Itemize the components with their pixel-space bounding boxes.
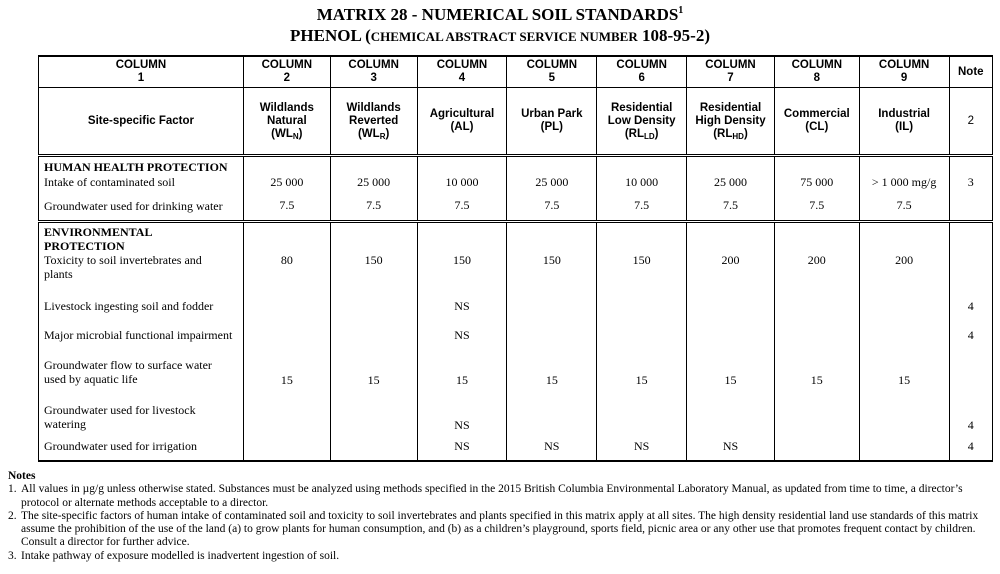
row-label: Groundwater flow to surface water used by aquatic life <box>39 342 244 387</box>
note-cell: 4 <box>949 283 992 313</box>
value-cell: 7.5 <box>859 190 949 222</box>
value-cell: 7.5 <box>774 190 859 222</box>
value-cell <box>330 432 417 461</box>
value-cell: 15 <box>243 342 330 387</box>
value-cell: 15 <box>597 342 687 387</box>
value-cell: > 1 000 mg/g <box>859 174 949 190</box>
value-cell: NS <box>417 387 507 432</box>
row-label: Intake of contaminated soil <box>39 174 244 190</box>
value-cell: 7.5 <box>330 190 417 222</box>
land-use-residential-high: Residential High Density $(RL_{HD})$ <box>687 88 775 156</box>
value-cell: 150 <box>330 253 417 283</box>
value-cell <box>330 387 417 432</box>
land-use-wildlands-natural: Wildlands Natural $(WL_N)$ <box>243 88 330 156</box>
land-use-row <box>39 88 993 156</box>
value-cell: 15 <box>859 342 949 387</box>
value-cell: 15 <box>507 342 597 387</box>
value-cell <box>859 432 949 461</box>
site-specific-factor-header: Site-specific Factor <box>39 88 244 156</box>
value-cell: 15 <box>687 342 775 387</box>
factor-note: 2 <box>949 88 992 156</box>
note-item: 3. Intake pathway of exposure modelled is inadvertent ingestion of soil. <box>8 549 340 562</box>
table-row <box>39 253 993 283</box>
value-cell <box>774 432 859 461</box>
value-cell: 15 <box>417 342 507 387</box>
column-header-4: COLUMN 4 <box>417 56 507 88</box>
value-cell: NS <box>597 432 687 461</box>
notes-heading: Notes <box>8 470 36 482</box>
note-cell <box>949 253 992 283</box>
note-cell: 3 <box>949 174 992 190</box>
land-use-residential-low: Residential Low Density $(RL_{LD})$ <box>597 88 687 156</box>
value-cell <box>507 283 597 313</box>
column-header-8: COLUMN 8 <box>774 56 859 88</box>
value-cell <box>243 432 330 461</box>
value-cell: 150 <box>597 253 687 283</box>
value-cell <box>243 313 330 342</box>
table-row <box>39 283 993 313</box>
value-cell <box>774 283 859 313</box>
value-cell <box>243 283 330 313</box>
note-cell <box>949 190 992 222</box>
value-cell: 7.5 <box>243 190 330 222</box>
value-cell: 150 <box>507 253 597 283</box>
value-cell: NS <box>417 313 507 342</box>
table-row <box>39 190 993 222</box>
land-use-urban-park: Urban Park (PL) <box>507 88 597 156</box>
value-cell: 200 <box>687 253 775 283</box>
column-header-6: COLUMN 6 <box>597 56 687 88</box>
value-cell: NS <box>687 432 775 461</box>
value-cell <box>330 283 417 313</box>
note-cell: 4 <box>949 387 992 432</box>
value-cell <box>859 313 949 342</box>
row-label: Toxicity to soil invertebrates and plants <box>39 253 244 283</box>
value-cell: 7.5 <box>417 190 507 222</box>
standards-table <box>38 55 993 462</box>
land-use-agricultural: Agricultural (AL) <box>417 88 507 156</box>
column-header-7: COLUMN 7 <box>687 56 775 88</box>
notes-section <box>8 470 993 563</box>
value-cell <box>330 313 417 342</box>
value-cell: 80 <box>243 253 330 283</box>
row-label: Groundwater used for livestock watering <box>39 387 244 432</box>
value-cell <box>507 387 597 432</box>
table-row <box>39 387 993 432</box>
value-cell: 150 <box>417 253 507 283</box>
note-header: Note <box>949 56 992 88</box>
note-cell: 4 <box>949 432 992 461</box>
value-cell: NS <box>507 432 597 461</box>
column-header-9: COLUMN 9 <box>859 56 949 88</box>
land-use-wildlands-reverted: Wildlands Reverted $(WL_R)$ <box>330 88 417 156</box>
value-cell <box>243 387 330 432</box>
value-cell <box>859 283 949 313</box>
note-cell: 4 <box>949 313 992 342</box>
value-cell: 200 <box>859 253 949 283</box>
value-cell: 25 000 <box>243 174 330 190</box>
note-item: 1. All values in µg/g unless otherwise stated. Substances must be analyzed using methods specified in the 2015 British Columbia Environmental Laboratory Manual, as updated from time to time, a director’s protocol or alternate methods acceptable to a director. <box>8 483 963 509</box>
table-row <box>39 432 993 461</box>
value-cell: 7.5 <box>597 190 687 222</box>
section-heading: HUMAN HEALTH PROTECTION <box>39 156 244 175</box>
column-header-1: COLUMN 1 <box>39 56 244 88</box>
value-cell: 15 <box>330 342 417 387</box>
value-cell <box>507 313 597 342</box>
section-human-health <box>39 156 993 175</box>
value-cell <box>597 387 687 432</box>
matrix-title: MATRIX 28 - NUMERICAL SOIL STANDARDS$^1$ <box>316 5 684 24</box>
section-heading: ENVIRONMENTAL PROTECTION <box>39 222 244 254</box>
value-cell: 200 <box>774 253 859 283</box>
column-header-2: COLUMN 2 <box>243 56 330 88</box>
table-row <box>39 313 993 342</box>
value-cell: 10 000 <box>417 174 507 190</box>
value-cell: 7.5 <box>507 190 597 222</box>
row-label: Livestock ingesting soil and fodder <box>39 283 244 313</box>
row-label: Groundwater used for irrigation <box>39 432 244 461</box>
note-item: 2. The site-specific factors of human intake of contaminated soil and toxicity to soil invertebrates and plants specified in this matrix apply at all sites. The high density residential land use standards of this matrix assume the prohibition of the use of the land (a) to grow plants for human consumption, and (b) as a children’s playground, sports field, picnic area or any other use that promotes frequent contact by children. Consult a director for further advice. <box>8 509 979 549</box>
table-row <box>39 174 993 190</box>
value-cell: NS <box>417 432 507 461</box>
column-header-5: COLUMN 5 <box>507 56 597 88</box>
value-cell <box>774 387 859 432</box>
section-environmental <box>39 222 993 254</box>
substance-title: PHENOL (CHEMICAL ABSTRACT SERVICE NUMBER 108-95-2) <box>290 26 710 45</box>
row-label: Groundwater used for drinking water <box>39 190 244 222</box>
value-cell: 25 000 <box>330 174 417 190</box>
value-cell <box>687 387 775 432</box>
land-use-commercial: Commercial (CL) <box>774 88 859 156</box>
value-cell: NS <box>417 283 507 313</box>
column-number-row <box>39 56 993 88</box>
column-header-3: COLUMN 3 <box>330 56 417 88</box>
value-cell <box>687 283 775 313</box>
value-cell: 25 000 <box>507 174 597 190</box>
row-label: Major microbial functional impairment <box>39 313 244 342</box>
value-cell <box>774 313 859 342</box>
value-cell: 15 <box>774 342 859 387</box>
value-cell: 10 000 <box>597 174 687 190</box>
value-cell: 25 000 <box>687 174 775 190</box>
value-cell: 7.5 <box>687 190 775 222</box>
value-cell <box>687 313 775 342</box>
table-row <box>39 342 993 387</box>
value-cell <box>597 313 687 342</box>
land-use-industrial: Industrial (IL) <box>859 88 949 156</box>
value-cell <box>597 283 687 313</box>
value-cell <box>859 387 949 432</box>
note-cell <box>949 342 992 387</box>
value-cell: 75 000 <box>774 174 859 190</box>
